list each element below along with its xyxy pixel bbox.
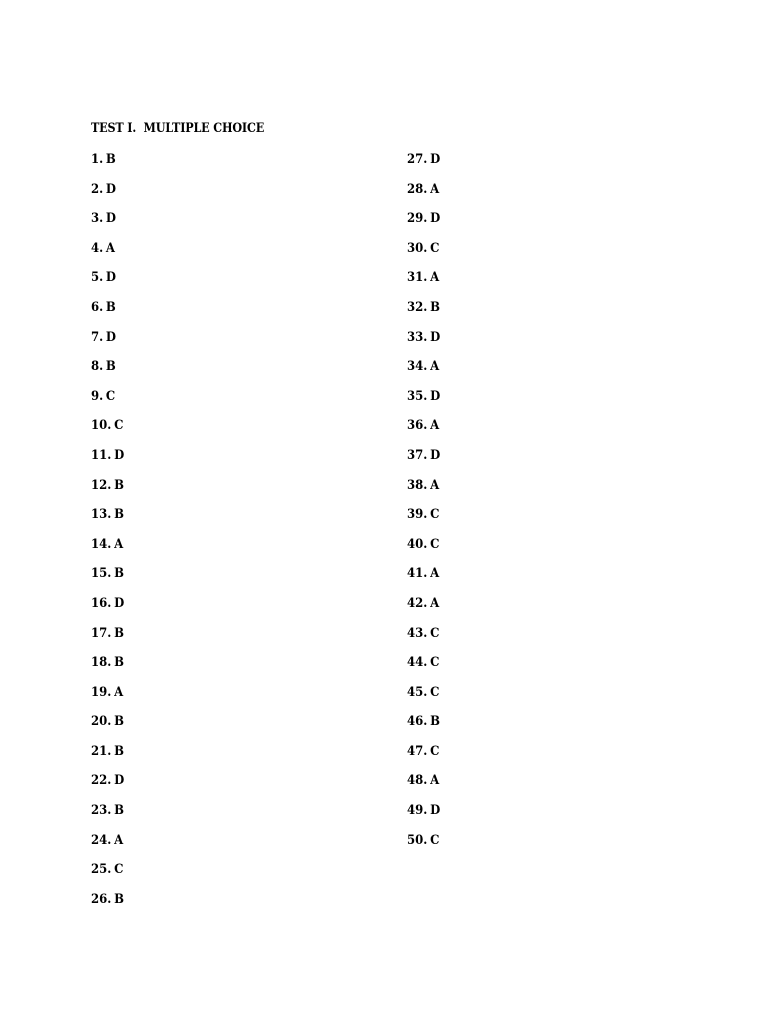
question-number: 15. <box>91 566 112 582</box>
question-number: 25. <box>91 862 112 878</box>
question-number: 16. <box>91 595 112 611</box>
answer-letter: C <box>114 862 124 878</box>
question-number: 14. <box>91 536 112 552</box>
answer-letter: D <box>114 595 125 611</box>
answer-item <box>91 832 124 862</box>
answer-letter: D <box>105 270 117 286</box>
question-number: 26. <box>91 891 112 907</box>
answer-letter: B <box>114 625 124 641</box>
question-number: 37. <box>407 447 428 463</box>
answer-letter: D <box>430 447 441 463</box>
question-number: 30. <box>407 240 428 256</box>
answer-letter: A <box>114 536 124 552</box>
answers-column-right <box>407 151 444 861</box>
question-number: 43. <box>407 625 428 641</box>
answer-item <box>407 417 440 447</box>
answer-item <box>407 299 440 329</box>
question-number: 49. <box>407 803 428 819</box>
answer-item <box>407 536 440 566</box>
answer-item <box>407 240 440 270</box>
answer-letter: D <box>105 211 117 227</box>
answer-letter: D <box>430 803 441 819</box>
answer-item <box>407 329 440 359</box>
answer-item <box>407 151 440 181</box>
answer-item <box>91 713 124 743</box>
answer-letter: D <box>430 329 441 345</box>
answer-letter: A <box>114 684 124 700</box>
answer-item <box>91 181 124 211</box>
answer-item <box>407 565 440 595</box>
answer-item <box>407 477 440 507</box>
question-number: 48. <box>407 773 428 789</box>
answer-letter: A <box>430 359 440 375</box>
answer-letter: C <box>114 418 124 434</box>
answer-item <box>91 210 124 240</box>
answer-letter: C <box>430 743 440 759</box>
answer-item <box>91 861 124 891</box>
question-number: 8. <box>91 359 104 375</box>
answer-item <box>91 477 124 507</box>
answer-item <box>91 684 124 714</box>
answer-item <box>407 713 440 743</box>
answer-letter: D <box>430 211 441 227</box>
answer-letter: D <box>430 388 441 404</box>
answer-letter: C <box>430 536 440 552</box>
question-number: 40. <box>407 536 428 552</box>
question-number: 35. <box>407 388 428 404</box>
answer-letter: C <box>430 625 440 641</box>
answer-letter: B <box>114 714 124 730</box>
question-number: 20. <box>91 714 112 730</box>
question-number: 5. <box>91 270 104 286</box>
answer-item <box>91 565 124 595</box>
answer-item <box>91 299 124 329</box>
question-number: 27. <box>407 152 428 167</box>
answer-letter: B <box>114 507 124 523</box>
answer-letter: A <box>430 181 440 197</box>
question-number: 36. <box>407 418 428 434</box>
answer-item <box>91 654 124 684</box>
answer-letter: B <box>105 359 116 375</box>
answer-item <box>407 210 440 240</box>
answer-item <box>407 506 440 536</box>
answer-item <box>91 772 124 802</box>
answer-letter: C <box>430 240 440 256</box>
answer-letter: A <box>430 566 440 582</box>
question-number: 22. <box>91 773 112 789</box>
answer-item <box>91 388 124 418</box>
question-number: 29. <box>407 211 428 227</box>
question-number: 21. <box>91 743 112 759</box>
answer-item <box>91 802 124 832</box>
answer-item <box>91 151 124 181</box>
answer-item <box>407 595 440 625</box>
question-number: 44. <box>407 655 428 671</box>
answer-letter: B <box>430 714 440 730</box>
question-number: 50. <box>407 832 428 848</box>
answer-item <box>91 506 124 536</box>
question-number: 19. <box>91 684 112 700</box>
answer-letter: A <box>114 832 124 848</box>
answer-letter: A <box>430 773 440 789</box>
answer-item <box>91 358 124 388</box>
question-number: 13. <box>91 507 112 523</box>
answer-letter: D <box>114 773 125 789</box>
question-number: 12. <box>91 477 112 493</box>
answer-letter: B <box>105 299 116 315</box>
answer-item <box>91 329 124 359</box>
question-number: 28. <box>407 181 428 197</box>
question-number: 34. <box>407 359 428 375</box>
answer-letter: D <box>105 181 117 197</box>
question-number: 11. <box>91 447 112 463</box>
answer-letter: C <box>105 388 116 404</box>
answers-column-left <box>91 151 128 920</box>
answer-letter: B <box>114 655 124 671</box>
answer-item <box>407 181 440 211</box>
answer-item <box>407 832 440 862</box>
answer-item <box>407 388 440 418</box>
answer-letter: B <box>114 803 124 819</box>
answer-item <box>91 417 124 447</box>
question-number: 46. <box>407 714 428 730</box>
answer-letter: A <box>430 270 440 286</box>
answer-item <box>407 684 440 714</box>
question-number: 6. <box>91 299 104 315</box>
answer-item <box>407 447 440 477</box>
question-number: 24. <box>91 832 112 848</box>
answer-letter: A <box>105 240 116 256</box>
question-number: 38. <box>407 477 428 493</box>
question-number: 39. <box>407 507 428 523</box>
question-number: 3. <box>91 211 104 227</box>
answer-letter: B <box>430 299 440 315</box>
answer-item <box>407 358 440 388</box>
question-number: 9. <box>91 388 104 404</box>
answer-letter: B <box>105 152 116 167</box>
question-number: 17. <box>91 625 112 641</box>
answer-letter: B <box>114 891 124 907</box>
answer-item <box>407 269 440 299</box>
answer-letter: A <box>430 477 440 493</box>
answer-item <box>91 240 124 270</box>
question-number: 41. <box>407 566 428 582</box>
question-number: 7. <box>91 329 104 345</box>
answer-letter: B <box>114 743 124 759</box>
answer-letter: C <box>430 655 440 671</box>
answer-item <box>407 625 440 655</box>
answer-letter: D <box>114 447 125 463</box>
answer-letter: B <box>114 477 124 493</box>
answer-letter: C <box>430 684 440 700</box>
answer-item <box>91 595 124 625</box>
answer-item <box>407 802 440 832</box>
answer-item <box>91 447 124 477</box>
test-heading: TEST I. MULTIPLE CHOICE <box>91 121 265 136</box>
answer-item <box>91 625 124 655</box>
answer-item <box>407 743 440 773</box>
question-number: 4. <box>91 240 104 256</box>
answer-letter: B <box>114 566 124 582</box>
question-number: 10. <box>91 418 112 434</box>
answer-letter: A <box>430 595 440 611</box>
question-number: 31. <box>407 270 428 286</box>
answer-item <box>407 772 440 802</box>
question-number: 1. <box>91 152 104 167</box>
answer-letter: A <box>430 418 440 434</box>
question-number: 42. <box>407 595 428 611</box>
question-number: 32. <box>407 299 428 315</box>
answer-item <box>91 269 124 299</box>
answer-item <box>91 536 124 566</box>
question-number: 18. <box>91 655 112 671</box>
question-number: 47. <box>407 743 428 759</box>
answer-letter: D <box>430 152 441 167</box>
answer-item <box>91 743 124 773</box>
answer-letter: C <box>430 507 440 523</box>
question-number: 33. <box>407 329 428 345</box>
answer-letter: C <box>430 832 440 848</box>
answer-item <box>91 891 124 921</box>
question-number: 2. <box>91 181 104 197</box>
answer-item <box>407 654 440 684</box>
question-number: 23. <box>91 803 112 819</box>
question-number: 45. <box>407 684 428 700</box>
answer-letter: D <box>105 329 117 345</box>
